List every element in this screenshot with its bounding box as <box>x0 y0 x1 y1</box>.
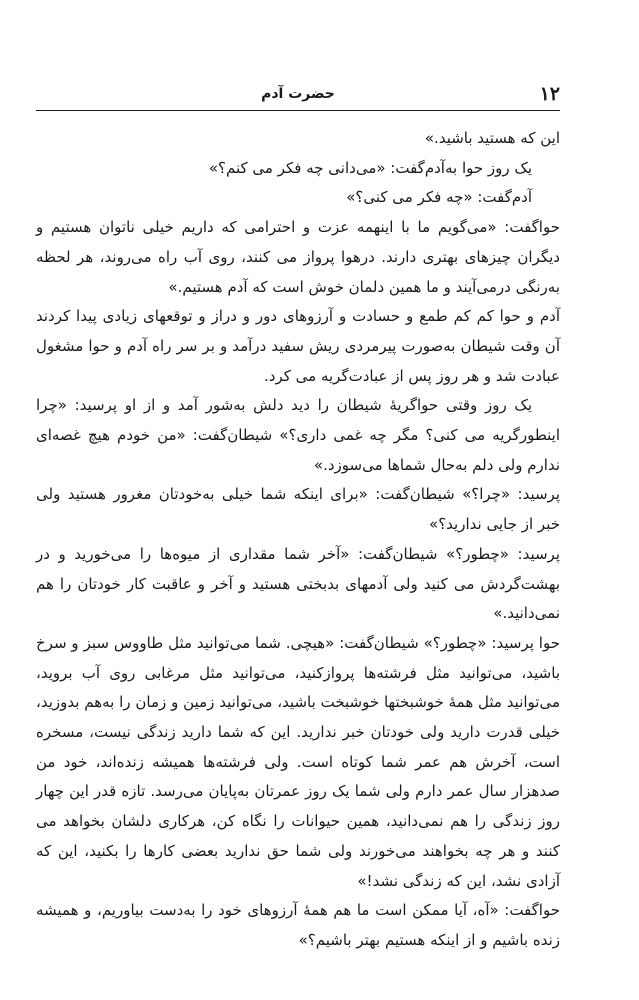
paragraph: این که هستید باشید.» <box>424 129 560 147</box>
paragraph: یک روز وقتی حوا‌گریهٔ شیطان را دید دلش به‌شور آمد و از او پرسید: «چرا اینطورگریه می کنی؟ مگر چه غمی داری؟» شیطان‌گفت: «من خودم هیچ غصه‌ای ندارم ولی دلم به‌حال شماها می‌سوزد.» <box>36 396 560 474</box>
paragraph: حوا پرسید: «چطور؟» شیطان‌گفت: «هیچی. شما می‌توانید مثل طاووس سبز و سرخ باشید، می‌توانید مثل فرشته‌ها پروازکنید، می‌توانید مثل مرغابی روی آب بروید، می‌توانید مثل همهٔ خوشبختها خوشبخت باشید، می‌توانید زمین و زمان را به‌هم بدوزید، خیلی قدرت دارید ولی خودتان خبر ندارید. این که شما دارید زندگی نیست، مسخره است، آخرش هم عمر شما کوتاه است. ولی فرشته‌ها همیشه زنده‌اند، خود من صدهزار سال عمر دارم ولی شما یک روز عمرتان به‌پایان می‌رسد. تازه قدر این چهار روز زندگی را هم نمی‌دانید، همین حیوانات را نگاه کن، هرکاری دلشان بخواهد می کنند و هر چه بخواهند می‌خورند ولی شما حق ندارید بعضی کارها را بکنید، این که آزادی نشد، این که زندگی نشد!» <box>36 633 560 890</box>
header-rule <box>36 110 560 111</box>
page-header <box>36 82 560 106</box>
page-number: ۱۲ <box>539 83 560 105</box>
paragraph: حواگفت: «آه، آیا ممکن است ما هم همهٔ آرزوهای خود را به‌دست بیاوریم، و همیشه زنده باشیم و از اینکه هستیم بهتر باشیم؟» <box>36 901 560 949</box>
body-text <box>36 124 560 956</box>
paragraph: یک روز حوا به‌آدم‌گفت: «می‌دانی چه فکر می کنم؟» <box>208 158 532 177</box>
paragraph: پرسید: «چطور؟» شیطان‌گفت: «آخر شما مقداری از میوه‌ها را می‌خورید و در بهشت‌گردش می کنید ولی آدمهای بدبختی هستید و آخر و عاقبت کار خودتان را هم نمی‌دانید.» <box>36 544 560 623</box>
paragraph: حواگفت: «می‌گویم ما با اینهمه عزت و احترامی که داریم خیلی ناتوان هستیم و دیگران چیزهای بهتری دارند. درهوا پرواز می کنند، روی آب راه می‌روند، هر لحظه به‌رنگی درمی‌آیند و ما همین دلمان خوش است که آدم هستیم.» <box>36 218 560 296</box>
running-title: حضرت آدم <box>261 86 335 102</box>
paragraph: پرسید: «چرا؟» شیطان‌گفت: «برای اینکه شما خیلی به‌خودتان مغرور هستید ولی خبر از جایی ندارید؟» <box>36 485 560 534</box>
paragraph: آدم‌گفت: «چه فکر می کنی؟» <box>346 188 532 207</box>
paragraph: آدم و حوا کم کم طمع و حسادت و آرزوهای دور و دراز و توقعهای زیادی پیدا کردند آن وقت شیطان به‌صورت پیرمردی ریش سفید درآمد و بر سر راه آدم و حوا مشغول عبادت شد و هر روز پس از عبادت‌گریه می کرد. <box>36 307 560 385</box>
